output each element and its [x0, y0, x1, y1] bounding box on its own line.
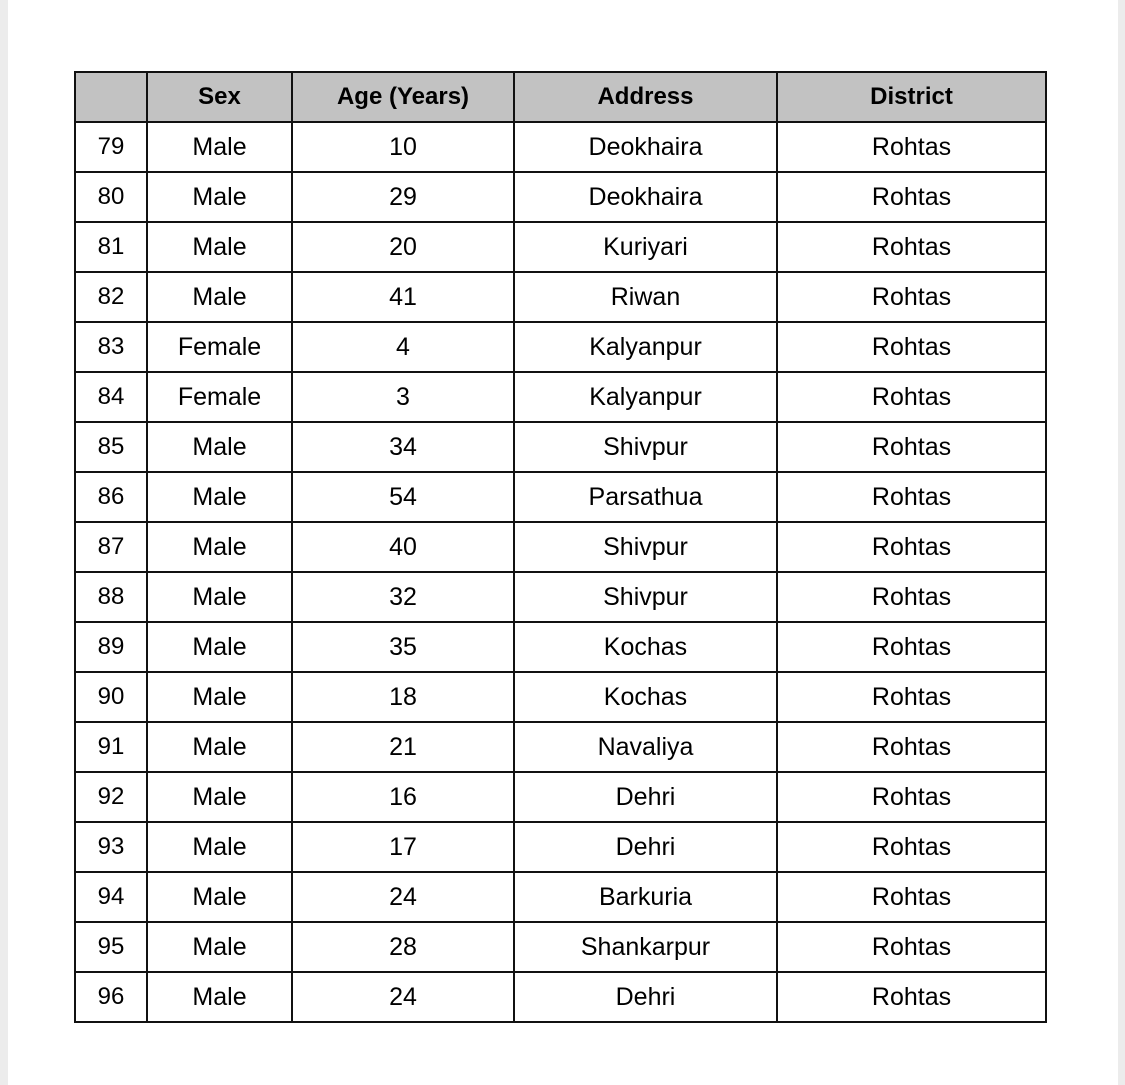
table-row — [75, 872, 1046, 922]
cell-district: Rohtas — [777, 872, 1046, 922]
cell-serial-number: 92 — [75, 772, 147, 822]
cell-address: Kuriyari — [514, 222, 777, 272]
header-address: Address — [514, 72, 777, 122]
header-district: District — [777, 72, 1046, 122]
table-row — [75, 372, 1046, 422]
cell-serial-number: 81 — [75, 222, 147, 272]
cell-age: 18 — [292, 672, 514, 722]
document-page — [8, 0, 1118, 1085]
cell-sex: Male — [147, 822, 292, 872]
table-row — [75, 172, 1046, 222]
table-row — [75, 272, 1046, 322]
cell-age: 21 — [292, 722, 514, 772]
cell-address: Kochas — [514, 622, 777, 672]
cell-district: Rohtas — [777, 722, 1046, 772]
cell-address: Parsathua — [514, 472, 777, 522]
cell-address: Riwan — [514, 272, 777, 322]
cell-sex: Male — [147, 472, 292, 522]
cell-serial-number: 82 — [75, 272, 147, 322]
cell-address: Navaliya — [514, 722, 777, 772]
table-row — [75, 572, 1046, 622]
cell-sex: Male — [147, 972, 292, 1022]
cell-sex: Male — [147, 272, 292, 322]
cell-district: Rohtas — [777, 772, 1046, 822]
cell-age: 24 — [292, 872, 514, 922]
cell-age: 41 — [292, 272, 514, 322]
cell-sex: Male — [147, 172, 292, 222]
table-header-row — [75, 72, 1046, 122]
cell-district: Rohtas — [777, 222, 1046, 272]
cell-district: Rohtas — [777, 372, 1046, 422]
cell-sex: Male — [147, 672, 292, 722]
cell-serial-number: 86 — [75, 472, 147, 522]
table-row — [75, 422, 1046, 472]
table-row — [75, 222, 1046, 272]
cell-district: Rohtas — [777, 822, 1046, 872]
header-sex: Sex — [147, 72, 292, 122]
cell-address: Shivpur — [514, 522, 777, 572]
patient-table — [74, 71, 1047, 1023]
cell-address: Kochas — [514, 672, 777, 722]
cell-serial-number: 93 — [75, 822, 147, 872]
cell-address: Kalyanpur — [514, 372, 777, 422]
cell-age: 10 — [292, 122, 514, 172]
table-row — [75, 122, 1046, 172]
cell-address: Shankarpur — [514, 922, 777, 972]
cell-sex: Male — [147, 422, 292, 472]
table-row — [75, 472, 1046, 522]
cell-age: 24 — [292, 972, 514, 1022]
cell-age: 20 — [292, 222, 514, 272]
cell-district: Rohtas — [777, 272, 1046, 322]
cell-district: Rohtas — [777, 522, 1046, 572]
cell-sex: Male — [147, 772, 292, 822]
cell-age: 40 — [292, 522, 514, 572]
cell-age: 28 — [292, 922, 514, 972]
table-row — [75, 972, 1046, 1022]
cell-sex: Male — [147, 922, 292, 972]
cell-district: Rohtas — [777, 422, 1046, 472]
cell-serial-number: 94 — [75, 872, 147, 922]
cell-serial-number: 87 — [75, 522, 147, 572]
cell-age: 32 — [292, 572, 514, 622]
cell-address: Deokhaira — [514, 172, 777, 222]
cell-district: Rohtas — [777, 922, 1046, 972]
header-age: Age (Years) — [292, 72, 514, 122]
cell-address: Shivpur — [514, 572, 777, 622]
cell-sex: Female — [147, 372, 292, 422]
cell-address: Dehri — [514, 822, 777, 872]
cell-address: Barkuria — [514, 872, 777, 922]
cell-serial-number: 89 — [75, 622, 147, 672]
cell-age: 35 — [292, 622, 514, 672]
cell-sex: Male — [147, 722, 292, 772]
cell-sex: Male — [147, 522, 292, 572]
cell-district: Rohtas — [777, 472, 1046, 522]
cell-address: Dehri — [514, 772, 777, 822]
cell-sex: Male — [147, 222, 292, 272]
cell-district: Rohtas — [777, 322, 1046, 372]
table-row — [75, 622, 1046, 672]
cell-sex: Male — [147, 622, 292, 672]
cell-district: Rohtas — [777, 572, 1046, 622]
cell-district: Rohtas — [777, 672, 1046, 722]
header-serial-number — [75, 72, 147, 122]
table-row — [75, 672, 1046, 722]
cell-serial-number: 79 — [75, 122, 147, 172]
cell-serial-number: 96 — [75, 972, 147, 1022]
cell-address: Shivpur — [514, 422, 777, 472]
cell-serial-number: 95 — [75, 922, 147, 972]
cell-age: 3 — [292, 372, 514, 422]
cell-district: Rohtas — [777, 122, 1046, 172]
table-row — [75, 322, 1046, 372]
cell-age: 34 — [292, 422, 514, 472]
cell-age: 54 — [292, 472, 514, 522]
cell-address: Dehri — [514, 972, 777, 1022]
cell-serial-number: 85 — [75, 422, 147, 472]
cell-serial-number: 90 — [75, 672, 147, 722]
cell-district: Rohtas — [777, 622, 1046, 672]
cell-district: Rohtas — [777, 172, 1046, 222]
cell-serial-number: 84 — [75, 372, 147, 422]
cell-age: 16 — [292, 772, 514, 822]
table-body — [75, 122, 1046, 1022]
cell-serial-number: 88 — [75, 572, 147, 622]
cell-serial-number: 83 — [75, 322, 147, 372]
table-row — [75, 522, 1046, 572]
cell-address: Deokhaira — [514, 122, 777, 172]
table-row — [75, 922, 1046, 972]
cell-sex: Male — [147, 572, 292, 622]
cell-age: 17 — [292, 822, 514, 872]
cell-age: 4 — [292, 322, 514, 372]
cell-serial-number: 80 — [75, 172, 147, 222]
cell-sex: Female — [147, 322, 292, 372]
cell-sex: Male — [147, 122, 292, 172]
cell-district: Rohtas — [777, 972, 1046, 1022]
cell-serial-number: 91 — [75, 722, 147, 772]
cell-age: 29 — [292, 172, 514, 222]
table-row — [75, 772, 1046, 822]
table-row — [75, 822, 1046, 872]
cell-address: Kalyanpur — [514, 322, 777, 372]
cell-sex: Male — [147, 872, 292, 922]
table-row — [75, 722, 1046, 772]
